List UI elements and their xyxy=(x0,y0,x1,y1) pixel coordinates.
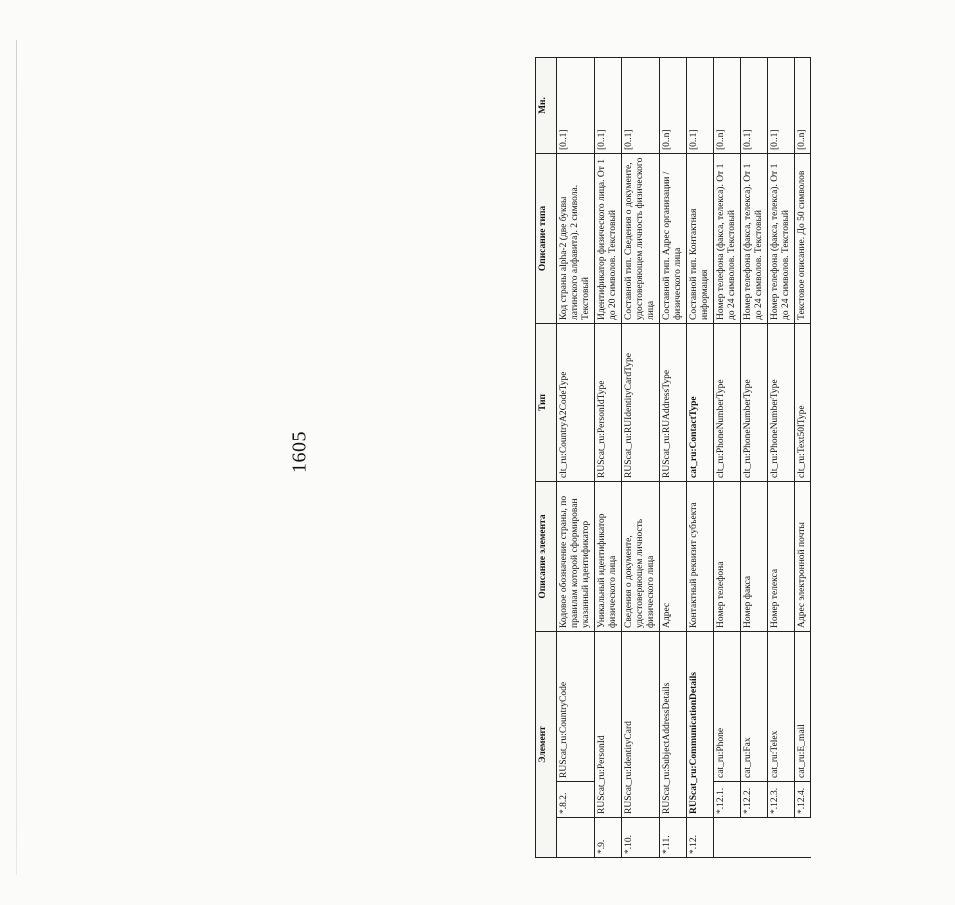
multiplicity: [0..1] xyxy=(557,57,595,153)
type-description: Составной тип. Контактная информация xyxy=(687,153,714,323)
row-number: *.12. xyxy=(687,818,714,858)
row-number: *.9. xyxy=(595,818,622,858)
table-row xyxy=(595,57,622,857)
element-type: clt_ru:CountryA2CodeType xyxy=(557,323,595,481)
row-number: *.12.4. xyxy=(795,782,811,818)
type-description: Номер телефона (факса, телекса). От 1 до 24 символов. Текстовый xyxy=(714,153,741,323)
element-name: RUScat_ru:PersonId xyxy=(595,631,622,817)
element-name: RUScat_ru:CountryCode xyxy=(557,631,595,781)
element-name: RUScat_ru:IdentityCard xyxy=(622,631,660,817)
element-type: RUScat_ru:RUIdentityCardType xyxy=(622,323,660,481)
scan-edge xyxy=(16,40,17,875)
multiplicity: [0..1] xyxy=(768,57,795,153)
table-row xyxy=(622,57,660,857)
type-description: Номер телефона (факса, телекса). От 1 до 24 символов. Текстовый xyxy=(741,153,768,323)
element-description: Уникальный идентификатор физического лица xyxy=(595,481,622,631)
row-number: *.11. xyxy=(660,818,687,858)
multiplicity: [0..1] xyxy=(687,57,714,153)
element-name: cat_ru:Telex xyxy=(768,631,795,781)
element-name: cat_ru:Phone xyxy=(714,631,741,781)
element-type: RUScat_ru:PersonIdType xyxy=(595,323,622,481)
table-body xyxy=(557,57,811,857)
table-row xyxy=(795,57,811,857)
element-type: clt_ru:PhoneNumberType xyxy=(741,323,768,481)
element-name: RUScat_ru:CommunicationDetails xyxy=(687,631,714,817)
multiplicity: [0..1] xyxy=(741,57,768,153)
element-type: clt_ru:PhoneNumberType xyxy=(714,323,741,481)
page-number: 1605 xyxy=(288,431,311,473)
table-row xyxy=(687,57,714,857)
element-description: Сведения о документе, удостоверяющем личность физического лица xyxy=(622,481,660,631)
header-type-description: Описание типа xyxy=(536,153,557,323)
indent-cell xyxy=(768,818,795,858)
table-row xyxy=(660,57,687,857)
multiplicity: [0..n] xyxy=(660,57,687,153)
multiplicity: [0..n] xyxy=(795,57,811,153)
type-description: Номер телефона (факса, телекса). От 1 до 24 символов. Текстовый xyxy=(768,153,795,323)
type-description: Идентификатор физического лица. От 1 до 20 символов. Текстовый xyxy=(595,153,622,323)
multiplicity: [0..n] xyxy=(714,57,741,153)
element-description: Номер телефона xyxy=(714,481,741,631)
type-description: Текстовое описание. До 50 символов xyxy=(795,153,811,323)
indent-cell xyxy=(795,818,811,858)
multiplicity: [0..1] xyxy=(622,57,660,153)
element-description: Контактный реквизит субъекта xyxy=(687,481,714,631)
element-description: Кодовое обозначение страны, по правилам которой сформирован указанный идентификатор xyxy=(557,481,595,631)
row-number: *.8.2. xyxy=(557,782,595,818)
header-element: Элемент xyxy=(536,631,557,857)
row-number: *.10. xyxy=(622,818,660,858)
element-name: RUScat_ru:SubjectAddressDetails xyxy=(660,631,687,817)
element-name: cat_ru:Fax xyxy=(741,631,768,781)
type-description: Составной тип. Сведения о документе, удостоверяющем личность физического лица xyxy=(622,153,660,323)
table-row xyxy=(768,57,795,857)
indent-cell xyxy=(741,818,768,858)
indent-cell xyxy=(714,818,741,858)
header-multiplicity: Мн. xyxy=(536,57,557,153)
indent-cell xyxy=(557,818,595,858)
row-number: *.12.2. xyxy=(741,782,768,818)
row-number: *.12.3. xyxy=(768,782,795,818)
type-description: Составной тип. Адрес организации / физического лица xyxy=(660,153,687,323)
table-row xyxy=(741,57,768,857)
element-type: RUScat_ru:RUAddressType xyxy=(660,323,687,481)
element-name: cat_ru:E_mail xyxy=(795,631,811,781)
element-type: cat_ru:ContactType xyxy=(687,323,714,481)
element-description: Номер факса xyxy=(741,481,768,631)
header-type: Тип xyxy=(536,323,557,481)
element-description: Адрес xyxy=(660,481,687,631)
elements-table xyxy=(535,57,811,858)
element-type: clt_ru:Text50lType xyxy=(795,323,811,481)
row-number: *.12.1. xyxy=(714,782,741,818)
element-type: clt_ru:PhoneNumberType xyxy=(768,323,795,481)
table-container xyxy=(535,58,955,858)
header-element-description: Описание элемента xyxy=(536,481,557,631)
table-header-row xyxy=(536,57,557,857)
type-description: Код страны alpha-2 (две буквы латинского алфавита). 2 символа. Текстовый xyxy=(557,153,595,323)
element-description: Номер телекса xyxy=(768,481,795,631)
element-description: Адрес электронной почты xyxy=(795,481,811,631)
multiplicity: [0..1] xyxy=(595,57,622,153)
table-row xyxy=(714,57,741,857)
table-row xyxy=(557,57,595,857)
